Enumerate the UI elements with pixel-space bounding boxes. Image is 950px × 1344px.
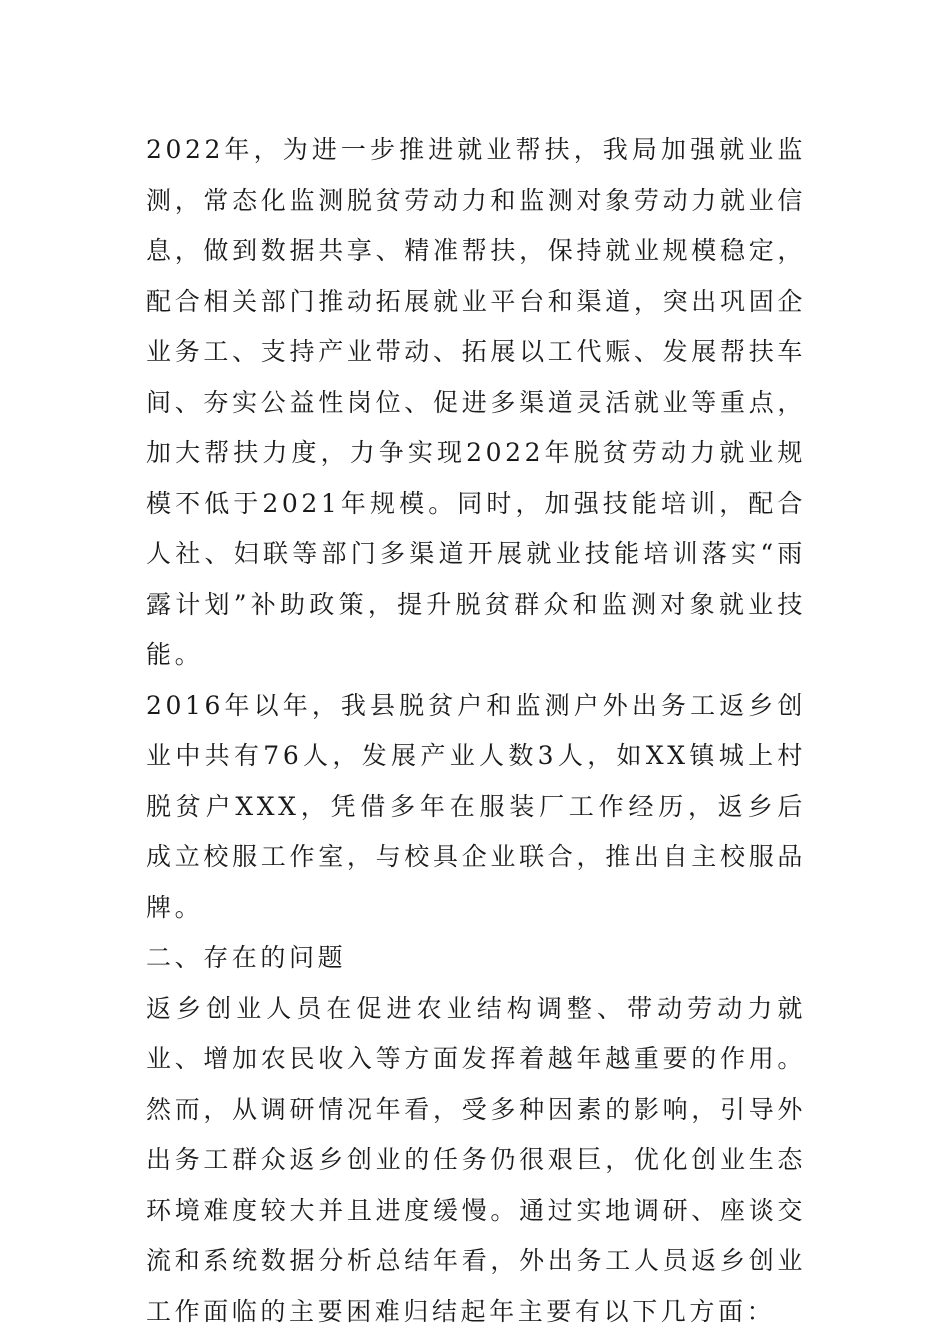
paragraph-return-entrepreneurs: 2016年以年，我县脱贫户和监测户外出务工返乡创业中共有76人，发展产业人数3人，如XX镇城上村脱贫户XXX，凭借多年在服装厂工作经历，返乡后成立校服工作室，与校具企业联合，推出自主校服品牌。 (146, 690, 806, 922)
paragraph-problems-intro: 返乡创业人员在促进农业结构调整、带动劳动力就业、增加农民收入等方面发挥着越年越重要的作用。然而，从调研情况年看，受多种因素的影响，引导外出务工群众返乡创业的任务仍很艰巨，优化创业生态环境难度较大并且进度缓慢。通过实地调研、座谈交流和系统数据分析总结年看，外出务工人员返乡创业工作面临的主要困难归结起年主要有以下几方面： (146, 993, 806, 1326)
document-body (146, 125, 806, 1337)
paragraph-employment-support: 2022年，为进一步推进就业帮扶，我局加强就业监测，常态化监测脱贫劳动力和监测对象劳动力就业信息，做到数据共享、精准帮扶，保持就业规模稳定，配合相关部门推动拓展就业平台和渠道，突出巩固企业务工、支持产业带动、拓展以工代赈、发展帮扶车间、夯实公益性岗位、促进多渠道灵活就业等重点，加大帮扶力度，力争实现2022年脱贫劳动力就业规模不低于2021年规模。同时，加强技能培训，配合人社、妇联等部门多渠道开展就业技能培训落实“雨露计划”补助政策，提升脱贫群众和监测对象就业技能。 (146, 135, 806, 669)
section-heading-problems: 二、存在的问题 (146, 943, 347, 972)
